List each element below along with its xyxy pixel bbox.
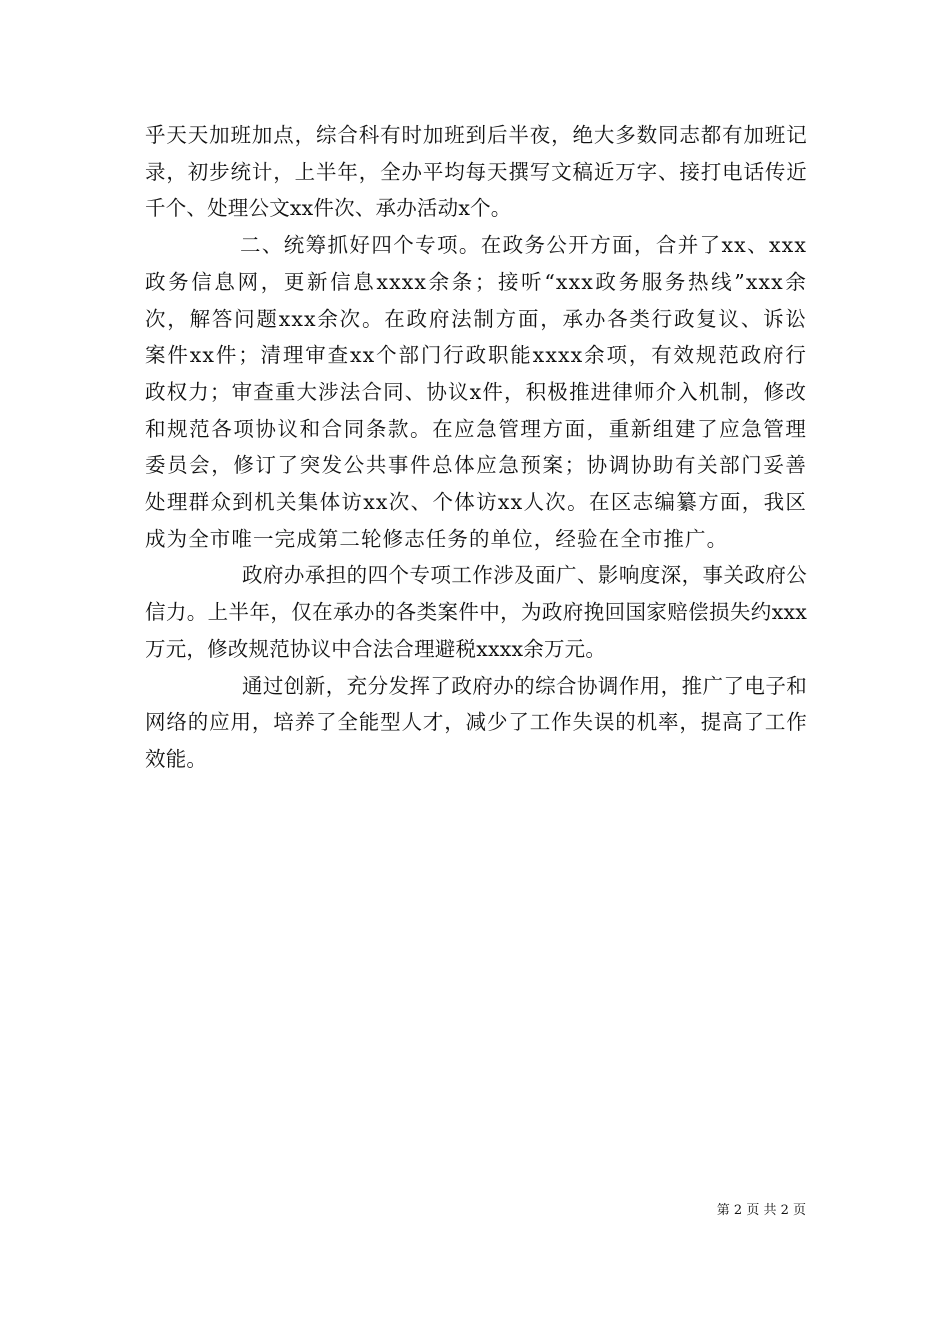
- paragraph-innovation: 通过创新，充分发挥了政府办的综合协调作用，推广了电子和网络的应用，培养了全能型人才，减少了工作失误的机率，提高了工作效能。: [145, 673, 807, 771]
- document-body: [145, 117, 807, 778]
- paragraph-four-projects: 二、统筹抓好四个专项。在政务公开方面，合并了xx、xxx政务信息网，更新信息xxxx余条；接听“xxx政务服务热线”xxx余次，解答问题xxx余次。在政府法制方面，承办各类行政复议、诉讼案件xx件；清理审查xx个部门行政职能xxxx余项，有效规范政府行政权力；审查重大涉法合同、协议x件，积极推进律师介入机制，修改和规范各项协议和合同条款。在应急管理方面，重新组建了应急管理委员会，修订了突发公共事件总体应急预案；协调协助有关部门妥善处理群众到机关集体访xx次、个体访xx人次。在区志编纂方面，我区成为全市唯一完成第二轮修志任务的单位，经验在全市推广。: [145, 233, 807, 551]
- paragraph-continued: 乎天天加班加点，综合科有时加班到后半夜，绝大多数同志都有加班记录，初步统计，上半年，全办平均每天撰写文稿近万字、接打电话传近千个、处理公文xx件次、承办活动x个。: [145, 123, 807, 221]
- paragraph-credibility: 政府办承担的四个专项工作涉及面广、影响度深，事关政府公信力。上半年，仅在承办的各类案件中，为政府挽回国家赔偿损失约xxx万元，修改规范协议中合法合理避税xxxx余万元。: [145, 563, 807, 661]
- page-number-footer: 第 2 页 共 2 页: [716, 1203, 806, 1218]
